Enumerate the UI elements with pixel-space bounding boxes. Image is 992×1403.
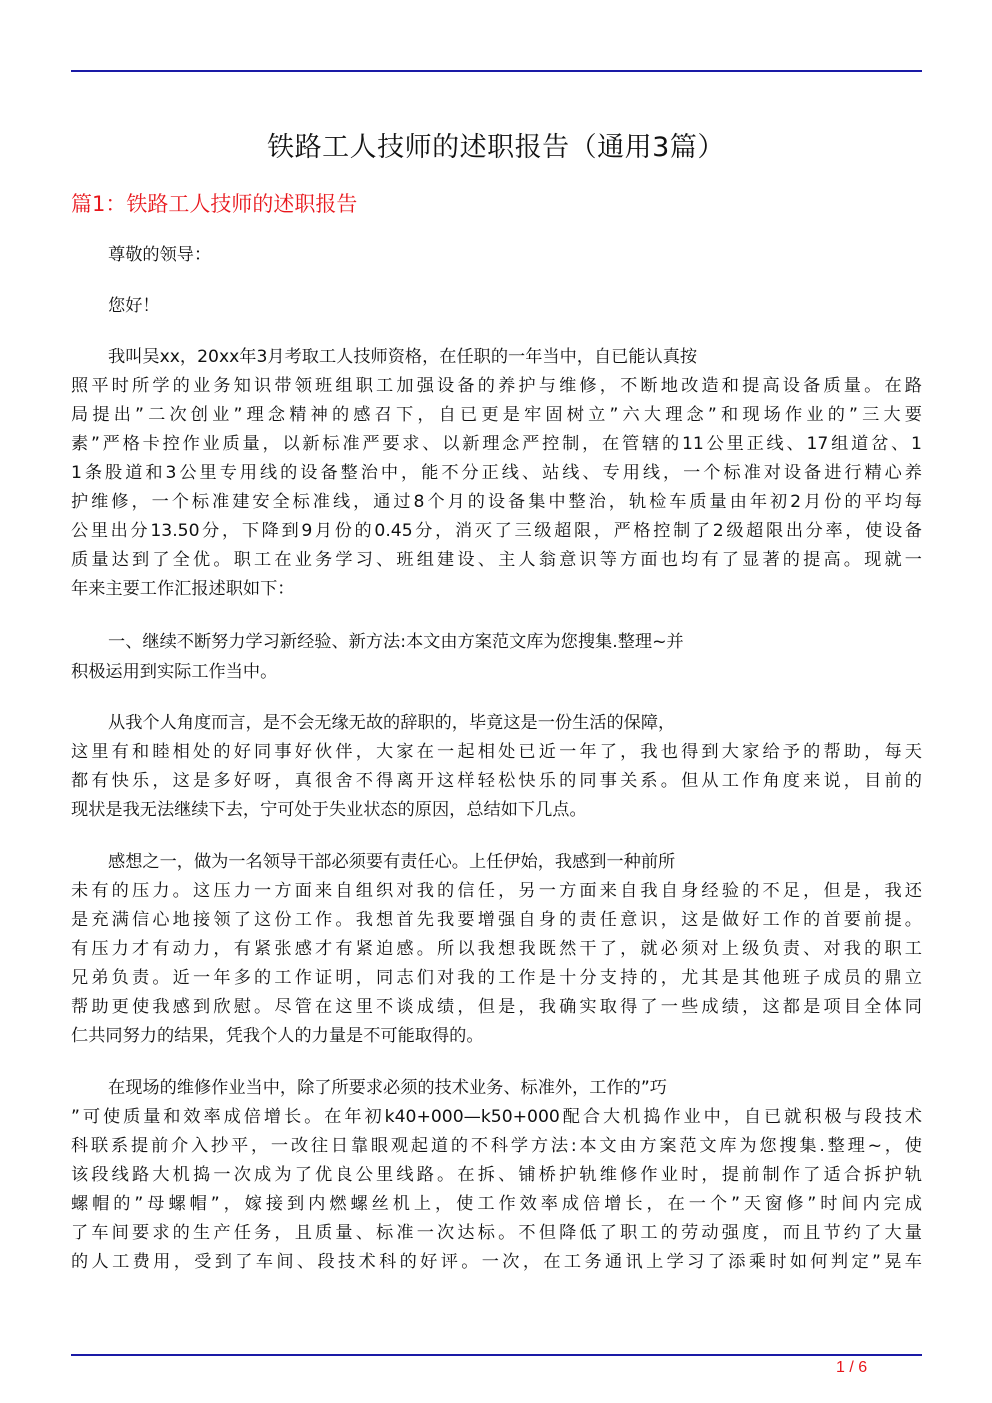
paragraph-line: 素”严格卡控作业质量，以新标准严要求、以新理念严控制，在管辖的11公里正线、17组道岔、1 <box>71 434 922 454</box>
paragraph-line: 帮助更使我感到欣慰。尽管在这里不谈成绩，但是，我确实取得了一些成绩，这都是项目全体同 <box>71 997 922 1017</box>
paragraph-line: 公里出分13.50分，下降到9月份的0.45分，消灭了三级超限，严格控制了2级超限出分率，使设备 <box>71 521 922 541</box>
paragraph-line: 质量达到了全优。职工在业务学习、班组建设、主人翁意识等方面也均有了显著的提高。现就一 <box>71 550 922 570</box>
paragraph-line: 1条股道和3公里专用线的设备整治中，能不分正线、站线、专用线，一个标准对设备进行精心养 <box>71 463 922 483</box>
paragraph-line: 未有的压力。这压力一方面来自组织对我的信任，另一方面来自我自身经验的不足，但是，我还 <box>71 881 922 901</box>
header-rule <box>71 70 922 72</box>
paragraph-line: 都有快乐，这是多好呀，真很舍不得离开这样轻松快乐的同事关系。但从工作角度来说，目前的 <box>71 771 922 791</box>
paragraph-line: 有压力才有动力，有紧张感才有紧迫感。所以我想我既然干了，就必须对上级负责、对我的职工 <box>71 939 922 959</box>
paragraph-line: 积极运用到实际工作当中。 <box>71 662 278 682</box>
greeting: 尊敬的领导： <box>108 245 212 265</box>
paragraph-line: 现状是我无法继续下去，宁可处于失业状态的原因，总结如下几点。 <box>71 800 587 820</box>
page-indicator: 1 / 6 <box>836 1359 868 1376</box>
paragraph-line: 我叫吴xx，20xx年3月考取工人技师资格，在任职的一年当中，自已能认真按 <box>108 347 698 367</box>
section-heading: 篇1：铁路工人技师的述职报告 <box>71 192 358 216</box>
paragraph-line: 这里有和睦相处的好同事好伙伴，大家在一起相处已近一年了，我也得到大家给予的帮助，每天 <box>71 742 922 762</box>
paragraph-line: 兄弟负责。近一年多的工作证明，同志们对我的工作是十分支持的，尤其是其他班子成员的鼎立 <box>71 968 922 988</box>
paragraph-line: 螺帽的”母螺帽”，嫁接到内燃螺丝机上，使工作效率成倍增长，在一个”天窗修”时间内完成 <box>71 1194 922 1214</box>
paragraph-line: 一、继续不断努力学习新经验、新方法:本文由方案范文库为您搜集.整理~并 <box>108 632 684 652</box>
paragraph-line: 科联系提前介入抄平，一改往日靠眼观起道的不科学方法:本文由方案范文库为您搜集.整理~，使 <box>71 1136 922 1156</box>
paragraph-line: 从我个人角度而言，是不会无缘无故的辞职的，毕竟这是一份生活的保障， <box>108 713 676 733</box>
paragraph-line: 局提出”二次创业”理念精神的感召下，自已更是牢固树立”六大理念”和现场作业的”三大要 <box>71 405 922 425</box>
paragraph-line: ”可使质量和效率成倍增长。在年初k40+000—k50+000配合大机捣作业中，自已就积极与段技术 <box>71 1107 922 1127</box>
paragraph-line: 年来主要工作汇报述职如下： <box>71 579 295 599</box>
paragraph-line: 护维修，一个标准建安全标准线，通过8个月的设备集中整治，轨检车质量由年初2月份的平均每 <box>71 492 922 512</box>
paragraph-line: 感想之一，做为一名领导干部必须要有责任心。上任伊始，我感到一种前所 <box>108 852 676 872</box>
paragraph-line: 了车间要求的生产任务，且质量、标准一次达标。不但降低了职工的劳动强度，而且节约了大量 <box>71 1223 922 1243</box>
paragraph-line: 在现场的维修作业当中，除了所要求必须的技术业务、标准外，工作的”巧 <box>108 1078 667 1098</box>
document-title: 铁路工人技师的述职报告（通用3篇） <box>267 132 725 163</box>
paragraph-line: 照平时所学的业务知识带领班组职工加强设备的养护与维修，不断地改造和提高设备质量。在路 <box>71 376 922 396</box>
paragraph-line: 的人工费用，受到了车间、段技术科的好评。一次，在工务通讯上学习了添乘时如何判定”晃车 <box>71 1252 922 1272</box>
paragraph-line: 该段线路大机捣一次成为了优良公里线路。在拆、铺桥护轨维修作业时，提前制作了适合拆护轨 <box>71 1165 922 1185</box>
paragraph-line: 仁共同努力的结果，凭我个人的力量是不可能取得的。 <box>71 1026 484 1046</box>
salutation: 您好！ <box>108 296 160 316</box>
footer-rule <box>71 1354 922 1356</box>
paragraph-line: 是充满信心地接领了这份工作。我想首先我要增强自身的责任意识，这是做好工作的首要前提。 <box>71 910 922 930</box>
